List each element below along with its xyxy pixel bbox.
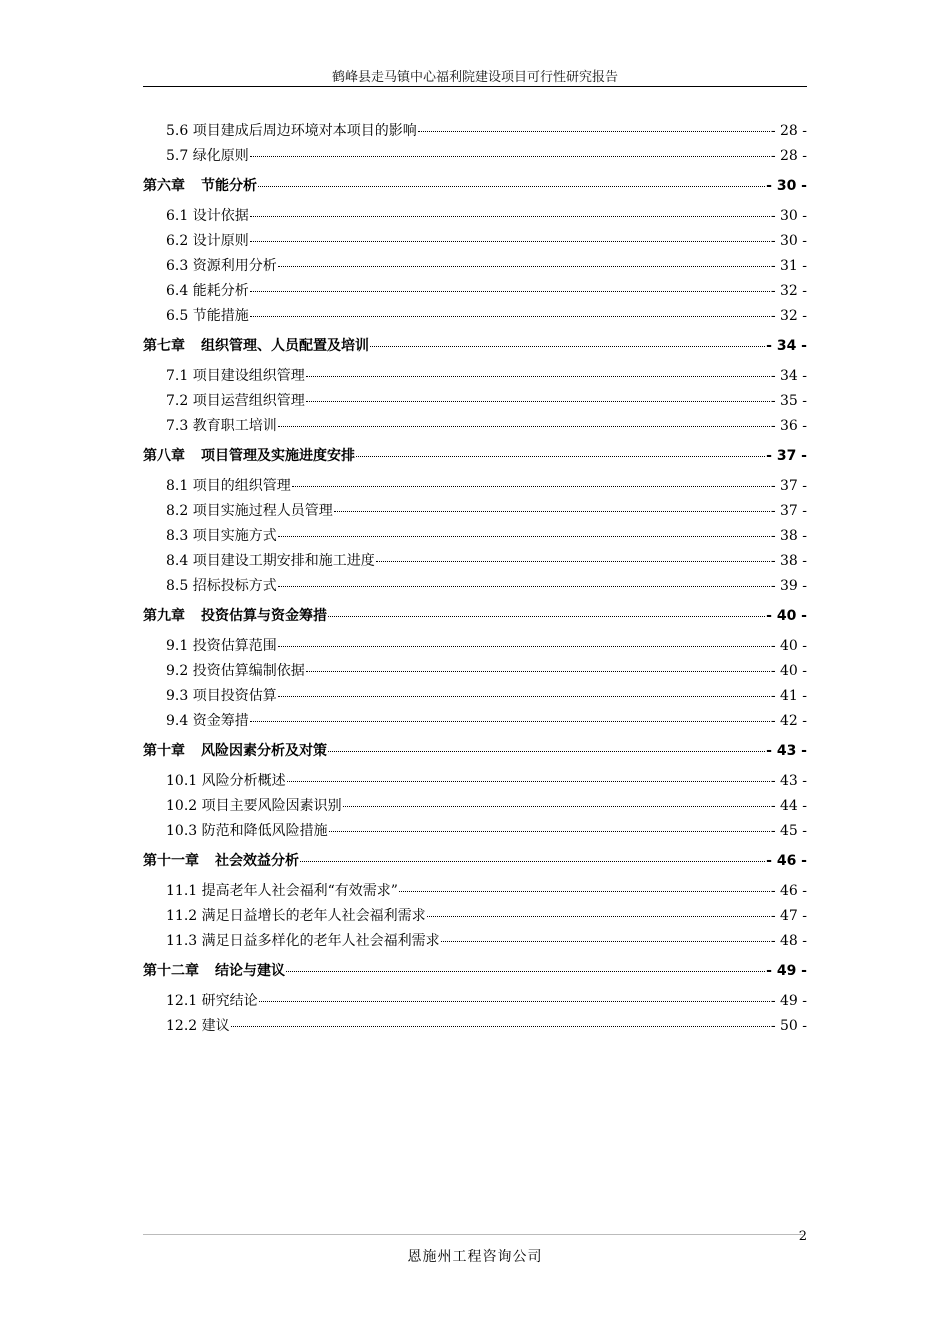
toc-entry-page: - 40 - bbox=[766, 608, 807, 624]
toc-entry-number: 7.1 bbox=[166, 368, 189, 384]
toc-section-entry[interactable] bbox=[143, 709, 807, 734]
toc-entry-page: - 49 - bbox=[766, 963, 807, 979]
toc-entry-page: - 32 - bbox=[770, 308, 807, 324]
toc-entry-label bbox=[166, 709, 249, 734]
dot-leader bbox=[278, 585, 770, 587]
dot-leader bbox=[231, 1025, 770, 1027]
toc-entry-title: 项目投资估算 bbox=[192, 688, 277, 704]
toc-entry-number: 第十二章 bbox=[143, 963, 199, 979]
dot-leader bbox=[356, 455, 765, 457]
toc-entry-page: - 45 - bbox=[770, 823, 807, 839]
toc-section-entry[interactable] bbox=[143, 574, 807, 599]
toc-entry-label bbox=[166, 144, 249, 169]
toc-section-entry[interactable] bbox=[143, 634, 807, 659]
toc-entry-label bbox=[166, 1014, 230, 1039]
toc-entry-number: 6.5 bbox=[166, 308, 189, 324]
dot-leader bbox=[334, 510, 770, 512]
toc-entry-title: 项目实施过程人员管理 bbox=[192, 503, 333, 519]
dot-leader bbox=[250, 155, 770, 157]
toc-entry-page: - 28 - bbox=[770, 123, 807, 139]
toc-entry-number: 第十章 bbox=[143, 743, 185, 759]
toc-entry-number: 8.5 bbox=[166, 578, 189, 594]
toc-entry-title: 风险因素分析及对策 bbox=[201, 743, 327, 759]
toc-entry-title: 设计依据 bbox=[192, 208, 249, 224]
toc-entry-title: 社会效益分析 bbox=[215, 853, 299, 869]
toc-entry-label bbox=[143, 329, 369, 364]
toc-section-entry[interactable] bbox=[143, 1014, 807, 1039]
toc-section-entry[interactable] bbox=[143, 794, 807, 819]
toc-entry-title: 资金筹措 bbox=[192, 713, 249, 729]
toc-entry-number: 9.1 bbox=[166, 638, 189, 654]
toc-entry-number: 8.1 bbox=[166, 478, 189, 494]
toc-entry-page: - 46 - bbox=[770, 883, 807, 899]
toc-entry-number: 5.6 bbox=[166, 123, 189, 139]
dot-leader bbox=[278, 425, 770, 427]
toc-entry-page: - 30 - bbox=[766, 178, 807, 194]
dot-leader bbox=[258, 185, 765, 187]
toc-section-entry[interactable] bbox=[143, 279, 807, 304]
toc-section-entry[interactable] bbox=[143, 254, 807, 279]
toc-section-entry[interactable] bbox=[143, 659, 807, 684]
toc-entry-number: 8.4 bbox=[166, 553, 189, 569]
toc-section-entry[interactable] bbox=[143, 929, 807, 954]
toc-entry-page: - 40 - bbox=[770, 638, 807, 654]
toc-chapter-entry[interactable] bbox=[143, 329, 807, 364]
toc-entry-title: 建议 bbox=[201, 1018, 230, 1034]
toc-entry-label bbox=[166, 229, 249, 254]
footer-company-name: 恩施州工程咨询公司 bbox=[407, 1249, 543, 1265]
toc-entry-label bbox=[166, 794, 342, 819]
toc-entry-page: - 40 - bbox=[770, 663, 807, 679]
toc-section-entry[interactable] bbox=[143, 499, 807, 524]
toc-section-entry[interactable] bbox=[143, 414, 807, 439]
toc-entry-number: 10.3 bbox=[166, 823, 198, 839]
toc-entry-page: - 49 - bbox=[770, 993, 807, 1009]
toc-section-entry[interactable] bbox=[143, 524, 807, 549]
toc-entry-label bbox=[166, 254, 277, 279]
toc-entry-title: 风险分析概述 bbox=[201, 773, 286, 789]
toc-entry-number: 8.3 bbox=[166, 528, 189, 544]
toc-entry-label bbox=[166, 659, 305, 684]
toc-entry-page: - 32 - bbox=[770, 283, 807, 299]
toc-entry-title: 绿化原则 bbox=[192, 148, 249, 164]
toc-entry-number: 9.4 bbox=[166, 713, 189, 729]
toc-chapter-entry[interactable] bbox=[143, 954, 807, 989]
toc-entry-page: - 50 - bbox=[770, 1018, 807, 1034]
toc-entry-page: - 46 - bbox=[766, 853, 807, 869]
toc-chapter-entry[interactable] bbox=[143, 439, 807, 474]
dot-leader bbox=[278, 645, 770, 647]
toc-entry-number: 8.2 bbox=[166, 503, 189, 519]
toc-entry-title: 满足日益增长的老年人社会福利需求 bbox=[201, 908, 426, 924]
dot-leader bbox=[287, 780, 770, 782]
toc-entry-label bbox=[143, 734, 327, 769]
toc-entry-label bbox=[166, 879, 398, 904]
dot-leader bbox=[427, 915, 770, 917]
dot-leader bbox=[306, 375, 770, 377]
toc-entry-number: 7.2 bbox=[166, 393, 189, 409]
toc-entry-number: 12.2 bbox=[166, 1018, 198, 1034]
dot-leader bbox=[370, 345, 765, 347]
toc-entry-page: - 39 - bbox=[770, 578, 807, 594]
toc-section-entry[interactable] bbox=[143, 549, 807, 574]
toc-entry-label bbox=[166, 304, 249, 329]
toc-entry-title: 项目建设组织管理 bbox=[192, 368, 305, 384]
toc-entry-number: 6.4 bbox=[166, 283, 189, 299]
toc-entry-label bbox=[166, 634, 277, 659]
toc-section-entry[interactable] bbox=[143, 204, 807, 229]
toc-entry-title: 项目实施方式 bbox=[192, 528, 277, 544]
toc-entry-label bbox=[166, 904, 426, 929]
toc-entry-label bbox=[166, 549, 375, 574]
toc-entry-title: 资源利用分析 bbox=[192, 258, 277, 274]
toc-entry-title: 能耗分析 bbox=[192, 283, 249, 299]
toc-entry-page: - 30 - bbox=[770, 233, 807, 249]
toc-entry-title: 结论与建议 bbox=[215, 963, 285, 979]
toc-entry-label bbox=[143, 599, 327, 634]
dot-leader bbox=[418, 130, 770, 132]
toc-entry-label bbox=[143, 439, 355, 474]
toc-section-entry[interactable] bbox=[143, 879, 807, 904]
toc-entry-label bbox=[166, 389, 305, 414]
toc-section-entry[interactable] bbox=[143, 769, 807, 794]
toc-entry-page: - 37 - bbox=[770, 503, 807, 519]
toc-entry-page: - 37 - bbox=[770, 478, 807, 494]
toc-entry-title: 节能分析 bbox=[201, 178, 257, 194]
toc-section-entry[interactable] bbox=[143, 304, 807, 329]
toc-entry-number: 11.2 bbox=[166, 908, 198, 924]
toc-entry-number: 第九章 bbox=[143, 608, 185, 624]
dot-leader bbox=[278, 265, 770, 267]
toc-entry-number: 5.7 bbox=[166, 148, 189, 164]
toc-entry-title: 项目主要风险因素识别 bbox=[201, 798, 342, 814]
dot-leader bbox=[300, 860, 765, 862]
toc-entry-number: 6.2 bbox=[166, 233, 189, 249]
toc-entry-page: - 41 - bbox=[770, 688, 807, 704]
toc-entry-page: - 34 - bbox=[770, 368, 807, 384]
dot-leader bbox=[278, 535, 770, 537]
toc-entry-number: 7.3 bbox=[166, 418, 189, 434]
toc-chapter-entry[interactable] bbox=[143, 169, 807, 204]
toc-entry-title: 组织管理、人员配置及培训 bbox=[201, 338, 369, 354]
toc-chapter-entry[interactable] bbox=[143, 599, 807, 634]
toc-entry-number: 11.1 bbox=[166, 883, 198, 899]
toc-entry-page: - 38 - bbox=[770, 528, 807, 544]
toc-entry-title: 提高老年人社会福利“有效需求” bbox=[201, 883, 398, 899]
toc-section-entry[interactable] bbox=[143, 144, 807, 169]
dot-leader bbox=[328, 750, 765, 752]
toc-entry-title: 项目运营组织管理 bbox=[192, 393, 305, 409]
toc-entry-label bbox=[166, 929, 440, 954]
toc-entry-title: 设计原则 bbox=[192, 233, 249, 249]
toc-entry-label bbox=[166, 524, 277, 549]
toc-entry-page: - 48 - bbox=[770, 933, 807, 949]
dot-leader bbox=[343, 805, 770, 807]
toc-section-entry[interactable] bbox=[143, 229, 807, 254]
dot-leader bbox=[329, 830, 770, 832]
toc-entry-number: 12.1 bbox=[166, 993, 198, 1009]
toc-entry-title: 项目建成后周边环境对本项目的影响 bbox=[192, 123, 417, 139]
toc-entry-page: - 43 - bbox=[766, 743, 807, 759]
toc-entry-number: 第七章 bbox=[143, 338, 185, 354]
page-number: 2 bbox=[798, 1229, 807, 1244]
toc-entry-page: - 35 - bbox=[770, 393, 807, 409]
toc-entry-title: 研究结论 bbox=[201, 993, 258, 1009]
toc-entry-page: - 34 - bbox=[766, 338, 807, 354]
toc-entry-page: - 42 - bbox=[770, 713, 807, 729]
toc-section-entry[interactable] bbox=[143, 389, 807, 414]
toc-entry-label bbox=[143, 169, 257, 204]
toc-entry-label bbox=[166, 204, 249, 229]
dot-leader bbox=[292, 485, 770, 487]
toc-entry-title: 招标投标方式 bbox=[192, 578, 277, 594]
toc-entry-page: - 37 - bbox=[766, 448, 807, 464]
dot-leader bbox=[250, 290, 770, 292]
toc-entry-page: - 28 - bbox=[770, 148, 807, 164]
toc-entry-number: 第十一章 bbox=[143, 853, 199, 869]
toc-entry-page: - 36 - bbox=[770, 418, 807, 434]
toc-section-entry[interactable] bbox=[143, 904, 807, 929]
toc-entry-page: - 30 - bbox=[770, 208, 807, 224]
toc-section-entry[interactable] bbox=[143, 364, 807, 389]
toc-entry-page: - 43 - bbox=[770, 773, 807, 789]
dot-leader bbox=[250, 240, 770, 242]
dot-leader bbox=[306, 400, 770, 402]
toc-entry-label bbox=[166, 684, 277, 709]
dot-leader bbox=[250, 720, 770, 722]
toc-section-entry[interactable] bbox=[143, 819, 807, 844]
toc-entry-title: 教育职工培训 bbox=[192, 418, 277, 434]
running-header-title: 鹤峰县走马镇中心福利院建设项目可行性研究报告 bbox=[331, 70, 618, 85]
toc-entry-title: 满足日益多样化的老年人社会福利需求 bbox=[201, 933, 440, 949]
toc-entry-label bbox=[166, 574, 277, 599]
toc-entry-title: 投资估算编制依据 bbox=[192, 663, 305, 679]
toc-entry-title: 节能措施 bbox=[192, 308, 249, 324]
dot-leader bbox=[259, 1000, 770, 1002]
toc-section-entry[interactable] bbox=[143, 989, 807, 1014]
toc-section-entry[interactable] bbox=[143, 474, 807, 499]
toc-entry-title: 投资估算与资金筹措 bbox=[201, 608, 327, 624]
dot-leader bbox=[286, 970, 765, 972]
toc-entry-label bbox=[143, 954, 285, 989]
toc-entry-number: 11.3 bbox=[166, 933, 198, 949]
toc-entry-label bbox=[166, 119, 417, 144]
toc-entry-title: 项目管理及实施进度安排 bbox=[201, 448, 355, 464]
table-of-contents bbox=[143, 119, 807, 1039]
header-divider bbox=[143, 86, 807, 87]
toc-entry-number: 第六章 bbox=[143, 178, 185, 194]
dot-leader bbox=[328, 615, 765, 617]
toc-section-entry[interactable] bbox=[143, 119, 807, 144]
toc-entry-number: 6.1 bbox=[166, 208, 189, 224]
dot-leader bbox=[250, 215, 770, 217]
toc-entry-label bbox=[166, 364, 305, 389]
toc-entry-label bbox=[166, 499, 333, 524]
toc-entry-label bbox=[166, 819, 328, 844]
dot-leader bbox=[376, 560, 770, 562]
toc-entry-title: 项目建设工期安排和施工进度 bbox=[192, 553, 375, 569]
toc-entry-number: 9.3 bbox=[166, 688, 189, 704]
toc-entry-label bbox=[143, 844, 299, 879]
toc-entry-label bbox=[166, 414, 277, 439]
toc-entry-number: 第八章 bbox=[143, 448, 185, 464]
toc-entry-title: 项目的组织管理 bbox=[192, 478, 291, 494]
toc-entry-label bbox=[166, 989, 258, 1014]
footer-divider bbox=[143, 1234, 803, 1235]
toc-entry-page: - 47 - bbox=[770, 908, 807, 924]
dot-leader bbox=[278, 695, 770, 697]
toc-entry-label bbox=[166, 769, 286, 794]
dot-leader bbox=[399, 890, 770, 892]
dot-leader bbox=[441, 940, 770, 942]
toc-chapter-entry[interactable] bbox=[143, 844, 807, 879]
toc-entry-number: 10.2 bbox=[166, 798, 198, 814]
toc-entry-title: 防范和降低风险措施 bbox=[201, 823, 328, 839]
toc-entry-number: 6.3 bbox=[166, 258, 189, 274]
toc-entry-page: - 44 - bbox=[770, 798, 807, 814]
toc-section-entry[interactable] bbox=[143, 684, 807, 709]
toc-entry-title: 投资估算范围 bbox=[192, 638, 277, 654]
toc-entry-page: - 38 - bbox=[770, 553, 807, 569]
toc-entry-label bbox=[166, 279, 249, 304]
dot-leader bbox=[250, 315, 770, 317]
dot-leader bbox=[306, 670, 770, 672]
toc-chapter-entry[interactable] bbox=[143, 734, 807, 769]
toc-entry-label bbox=[166, 474, 291, 499]
toc-entry-page: - 31 - bbox=[770, 258, 807, 274]
toc-entry-number: 10.1 bbox=[166, 773, 198, 789]
toc-entry-number: 9.2 bbox=[166, 663, 189, 679]
